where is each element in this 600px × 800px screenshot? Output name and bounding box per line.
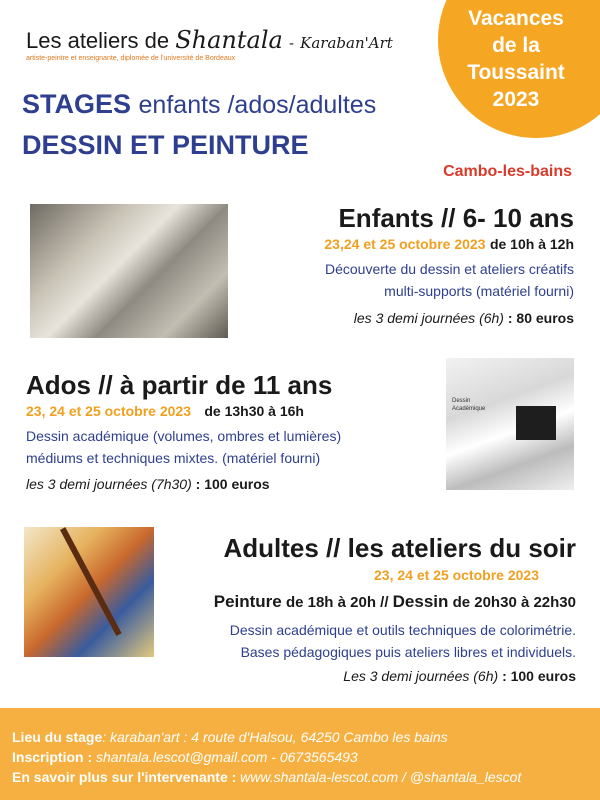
adultes-price-value: : 100 euros: [502, 668, 576, 684]
registration-label: Inscription :: [12, 749, 93, 765]
photo-dark-panel: [516, 406, 556, 440]
adultes-heading: Adultes // les ateliers du soir: [223, 533, 576, 563]
ados-price: [26, 476, 270, 492]
adultes-desc-line-1: Dessin académique et outils techniques de colorimétrie.: [229, 622, 576, 638]
enfants-dates: 23,24 et 25 octobre 2023: [324, 236, 486, 252]
footer-location: [12, 729, 448, 745]
badge-line-1: Vacances: [468, 7, 564, 30]
location-label: Lieu du stage: [12, 729, 103, 745]
badge-line-3: Toussaint: [467, 61, 565, 84]
enfants-price: [354, 310, 574, 326]
ados-price-value: : 100 euros: [195, 476, 270, 492]
peinture-label: Peinture: [213, 592, 282, 611]
adultes-price-label: Les 3 demi journées (6h): [343, 668, 499, 684]
brand-separator: -: [288, 34, 295, 52]
adultes-schedule: [214, 592, 576, 612]
enfants-price-value: : 80 euros: [507, 310, 574, 326]
painting-palette-photo: [24, 527, 154, 657]
ados-schedule: [26, 403, 304, 421]
ados-heading: Ados // à partir de 11 ans: [26, 370, 333, 400]
children-workshop-photo: [30, 204, 228, 338]
peinture-time: de 18h à 20h //: [285, 594, 389, 611]
ados-desc-line-1: Dessin académique (volumes, ombres et lumières): [26, 428, 342, 444]
city-label: Cambo-les-bains: [443, 163, 572, 180]
brand-prefix: Les ateliers de: [26, 28, 170, 53]
title-audience: enfants /ados/adultes: [138, 91, 377, 119]
ados-dates: 23, 24 et 25 octobre 2023: [26, 403, 191, 419]
photo-label-dessin: Dessin: [452, 398, 471, 404]
adultes-desc-line-2: Bases pédagogiques puis ateliers libres et individuels.: [240, 644, 576, 660]
ados-price-label: les 3 demi journées (7h30): [26, 476, 192, 492]
enfants-description: [325, 258, 574, 302]
enfants-price-label: les 3 demi journées (6h): [353, 310, 504, 326]
more-info-links[interactable]: www.shantala-lescot.com / @shantala_lescot: [240, 769, 522, 785]
dessin-time: de 20h30 à 22h30: [452, 594, 576, 611]
academic-drawing-photo: [446, 358, 574, 490]
enfants-desc-line-2: multi-supports (matériel fourni): [384, 283, 574, 299]
page-title: [22, 89, 376, 120]
enfants-schedule: [324, 236, 574, 254]
more-info-label: En savoir plus sur l'intervenante :: [12, 769, 237, 785]
brand-name: Shantala: [175, 26, 283, 54]
enfants-desc-line-1: Découverte du dessin et ateliers créatifs: [324, 261, 574, 277]
badge-line-2: de la: [492, 34, 540, 57]
ados-description: [26, 425, 341, 469]
footer-more-info: [12, 769, 521, 785]
adultes-description: [230, 619, 576, 663]
enfants-heading: Enfants // 6- 10 ans: [338, 203, 574, 233]
registration-contact[interactable]: shantala.lescot@gmail.com - 0673565493: [96, 749, 358, 765]
season-badge-text: [446, 5, 586, 113]
adultes-dates: 23, 24 et 25 octobre 2023: [374, 567, 539, 583]
title-stages: STAGES: [22, 89, 132, 119]
brand-studio: Karaban'Art: [300, 34, 393, 52]
brand-logo: [26, 26, 393, 54]
ados-time: de 13h30 à 16h: [204, 403, 304, 419]
location-value: : karaban'art : 4 route d'Halsou, 64250 Cambo les bains: [102, 729, 448, 745]
brand-tagline: artiste-peintre et enseignante, diplomée de l'université de Bordeaux: [26, 55, 236, 62]
page-subtitle: DESSIN ET PEINTURE: [22, 130, 309, 160]
photo-label-academique: Académique: [452, 406, 486, 412]
footer-registration: [12, 749, 358, 765]
badge-line-4: 2023: [492, 88, 540, 111]
dessin-label: Dessin: [392, 592, 449, 611]
adultes-price: [343, 668, 576, 684]
enfants-time: de 10h à 12h: [489, 236, 574, 252]
ados-desc-line-2: médiums et techniques mixtes. (matériel fourni): [26, 450, 321, 466]
